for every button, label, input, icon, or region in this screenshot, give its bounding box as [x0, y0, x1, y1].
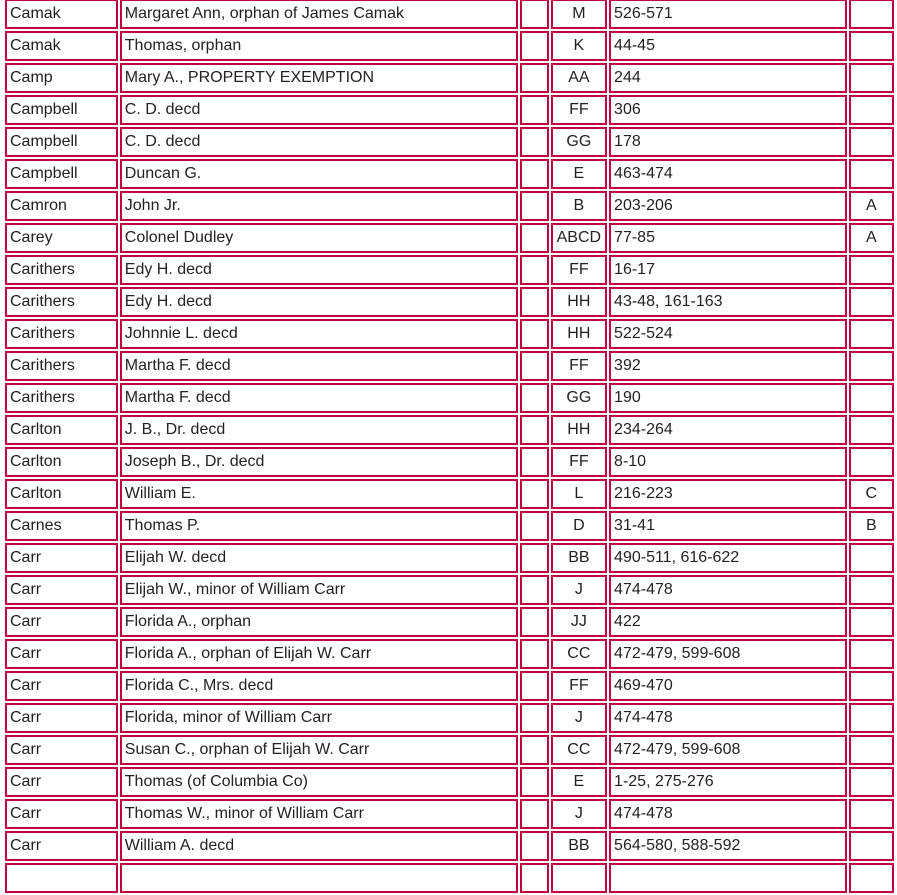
flag-cell: [849, 63, 894, 93]
volume-cell: J: [551, 575, 607, 605]
note-cell: [520, 63, 548, 93]
surname-cell: Carr: [5, 575, 118, 605]
note-cell: [520, 671, 548, 701]
flag-cell: [849, 159, 894, 189]
note-cell: [520, 415, 548, 445]
given-name-cell: Thomas W., minor of William Carr: [120, 799, 519, 829]
given-name-cell: Colonel Dudley: [120, 223, 519, 253]
volume-cell: CC: [551, 735, 607, 765]
volume-cell: FF: [551, 95, 607, 125]
flag-cell: [849, 255, 894, 285]
pages-cell: 16-17: [609, 255, 847, 285]
table-row: [5, 607, 894, 637]
flag-cell: [849, 127, 894, 157]
table-row: [5, 95, 894, 125]
table-row: [5, 255, 894, 285]
note-cell: [520, 0, 548, 29]
flag-cell: A: [849, 191, 894, 221]
note-cell: [520, 287, 548, 317]
given-name-cell: Florida, minor of William Carr: [120, 703, 519, 733]
volume-cell: CC: [551, 639, 607, 669]
given-name-cell: William E.: [120, 479, 519, 509]
table-row: [5, 511, 894, 541]
note-cell: [520, 447, 548, 477]
pages-cell: 522-524: [609, 319, 847, 349]
surname-cell: Carr: [5, 607, 118, 637]
given-name-cell: Elijah W., minor of William Carr: [120, 575, 519, 605]
pages-cell: 472-479, 599-608: [609, 735, 847, 765]
surname-cell: Carr: [5, 735, 118, 765]
note-cell: [520, 95, 548, 125]
flag-cell: [849, 671, 894, 701]
surname-cell: Camak: [5, 0, 118, 29]
pages-cell: 8-10: [609, 447, 847, 477]
volume-cell: BB: [551, 543, 607, 573]
given-name-cell: [120, 863, 519, 893]
table-row: [5, 127, 894, 157]
surname-cell: Carr: [5, 799, 118, 829]
volume-cell: BB: [551, 831, 607, 861]
flag-cell: [849, 735, 894, 765]
given-name-cell: C. D. decd: [120, 127, 519, 157]
flag-cell: [849, 31, 894, 61]
surname-cell: Camak: [5, 31, 118, 61]
table-row: [5, 191, 894, 221]
note-cell: [520, 639, 548, 669]
surname-cell: Campbell: [5, 159, 118, 189]
surname-cell: Carr: [5, 671, 118, 701]
surname-cell: Camp: [5, 63, 118, 93]
pages-cell: 392: [609, 351, 847, 381]
flag-cell: [849, 831, 894, 861]
note-cell: [520, 351, 548, 381]
table-row: [5, 639, 894, 669]
flag-cell: [849, 415, 894, 445]
volume-cell: JJ: [551, 607, 607, 637]
pages-cell: 1-25, 275-276: [609, 767, 847, 797]
note-cell: [520, 223, 548, 253]
volume-cell: J: [551, 703, 607, 733]
table-row: [5, 735, 894, 765]
surname-cell: Campbell: [5, 95, 118, 125]
given-name-cell: Martha F. decd: [120, 383, 519, 413]
table-row: [5, 671, 894, 701]
surname-cell: Carr: [5, 831, 118, 861]
surname-cell: Campbell: [5, 127, 118, 157]
note-cell: [520, 159, 548, 189]
flag-cell: [849, 639, 894, 669]
table-row: [5, 351, 894, 381]
table-row: [5, 31, 894, 61]
flag-cell: [849, 863, 894, 893]
volume-cell: FF: [551, 255, 607, 285]
given-name-cell: William A. decd: [120, 831, 519, 861]
pages-cell: 469-470: [609, 671, 847, 701]
note-cell: [520, 863, 548, 893]
volume-cell: FF: [551, 671, 607, 701]
note-cell: [520, 127, 548, 157]
table-row: [5, 831, 894, 861]
flag-cell: [849, 0, 894, 29]
table-row: [5, 63, 894, 93]
volume-cell: FF: [551, 447, 607, 477]
flag-cell: [849, 351, 894, 381]
volume-cell: FF: [551, 351, 607, 381]
surname-cell: Carnes: [5, 511, 118, 541]
volume-cell: K: [551, 31, 607, 61]
flag-cell: [849, 319, 894, 349]
surname-cell: Carlton: [5, 447, 118, 477]
flag-cell: [849, 447, 894, 477]
note-cell: [520, 479, 548, 509]
flag-cell: [849, 607, 894, 637]
table-row: [5, 383, 894, 413]
note-cell: [520, 799, 548, 829]
flag-cell: B: [849, 511, 894, 541]
volume-cell: E: [551, 767, 607, 797]
note-cell: [520, 511, 548, 541]
pages-cell: 474-478: [609, 703, 847, 733]
note-cell: [520, 383, 548, 413]
note-cell: [520, 255, 548, 285]
given-name-cell: Thomas (of Columbia Co): [120, 767, 519, 797]
given-name-cell: Edy H. decd: [120, 287, 519, 317]
pages-cell: 306: [609, 95, 847, 125]
surname-cell: Carlton: [5, 479, 118, 509]
given-name-cell: Thomas, orphan: [120, 31, 519, 61]
surname-cell: Carithers: [5, 319, 118, 349]
given-name-cell: Mary A., PROPERTY EXEMPTION: [120, 63, 519, 93]
pages-cell: 244: [609, 63, 847, 93]
pages-cell: 474-478: [609, 575, 847, 605]
volume-cell: B: [551, 191, 607, 221]
volume-cell: E: [551, 159, 607, 189]
pages-cell: 178: [609, 127, 847, 157]
table-row: [5, 543, 894, 573]
pages-cell: 564-580, 588-592: [609, 831, 847, 861]
given-name-cell: Florida A., orphan: [120, 607, 519, 637]
surname-cell: Carr: [5, 543, 118, 573]
pages-cell: [609, 863, 847, 893]
records-table-body: [5, 0, 894, 893]
table-row: [5, 863, 894, 893]
volume-cell: GG: [551, 383, 607, 413]
flag-cell: [849, 383, 894, 413]
table-row: [5, 319, 894, 349]
note-cell: [520, 575, 548, 605]
surname-cell: Carr: [5, 703, 118, 733]
given-name-cell: Johnnie L. decd: [120, 319, 519, 349]
pages-cell: 216-223: [609, 479, 847, 509]
surname-cell: Carr: [5, 767, 118, 797]
volume-cell: GG: [551, 127, 607, 157]
surname-cell: Carr: [5, 639, 118, 669]
table-row: [5, 287, 894, 317]
surname-cell: Carithers: [5, 351, 118, 381]
pages-cell: 77-85: [609, 223, 847, 253]
table-row: [5, 223, 894, 253]
volume-cell: M: [551, 0, 607, 29]
table-row: [5, 0, 894, 29]
flag-cell: [849, 703, 894, 733]
table-row: [5, 799, 894, 829]
flag-cell: [849, 799, 894, 829]
given-name-cell: Martha F. decd: [120, 351, 519, 381]
flag-cell: [849, 575, 894, 605]
volume-cell: [551, 863, 607, 893]
note-cell: [520, 767, 548, 797]
volume-cell: D: [551, 511, 607, 541]
volume-cell: ABCD: [551, 223, 607, 253]
given-name-cell: Susan C., orphan of Elijah W. Carr: [120, 735, 519, 765]
given-name-cell: J. B., Dr. decd: [120, 415, 519, 445]
volume-cell: HH: [551, 319, 607, 349]
given-name-cell: Duncan G.: [120, 159, 519, 189]
given-name-cell: John Jr.: [120, 191, 519, 221]
given-name-cell: Florida C., Mrs. decd: [120, 671, 519, 701]
given-name-cell: Edy H. decd: [120, 255, 519, 285]
table-row: [5, 415, 894, 445]
pages-cell: 526-571: [609, 0, 847, 29]
note-cell: [520, 543, 548, 573]
table-row: [5, 767, 894, 797]
table-row: [5, 479, 894, 509]
pages-cell: 31-41: [609, 511, 847, 541]
pages-cell: 490-511, 616-622: [609, 543, 847, 573]
note-cell: [520, 319, 548, 349]
note-cell: [520, 831, 548, 861]
table-row: [5, 159, 894, 189]
pages-cell: 463-474: [609, 159, 847, 189]
given-name-cell: Thomas P.: [120, 511, 519, 541]
given-name-cell: Elijah W. decd: [120, 543, 519, 573]
flag-cell: [849, 287, 894, 317]
pages-cell: 234-264: [609, 415, 847, 445]
surname-cell: Carlton: [5, 415, 118, 445]
given-name-cell: Margaret Ann, orphan of James Camak: [120, 0, 519, 29]
note-cell: [520, 191, 548, 221]
note-cell: [520, 607, 548, 637]
pages-cell: 203-206: [609, 191, 847, 221]
pages-cell: 422: [609, 607, 847, 637]
table-row: [5, 703, 894, 733]
flag-cell: [849, 767, 894, 797]
volume-cell: L: [551, 479, 607, 509]
pages-cell: 190: [609, 383, 847, 413]
surname-cell: Carithers: [5, 255, 118, 285]
note-cell: [520, 735, 548, 765]
flag-cell: C: [849, 479, 894, 509]
table-row: [5, 575, 894, 605]
volume-cell: HH: [551, 415, 607, 445]
pages-cell: 43-48, 161-163: [609, 287, 847, 317]
pages-cell: 44-45: [609, 31, 847, 61]
note-cell: [520, 703, 548, 733]
volume-cell: HH: [551, 287, 607, 317]
given-name-cell: C. D. decd: [120, 95, 519, 125]
flag-cell: A: [849, 223, 894, 253]
surname-cell: Carey: [5, 223, 118, 253]
pages-cell: 472-479, 599-608: [609, 639, 847, 669]
volume-cell: J: [551, 799, 607, 829]
records-table: [3, 0, 896, 895]
surname-cell: Camron: [5, 191, 118, 221]
flag-cell: [849, 95, 894, 125]
pages-cell: 474-478: [609, 799, 847, 829]
note-cell: [520, 31, 548, 61]
surname-cell: Carithers: [5, 287, 118, 317]
table-row: [5, 447, 894, 477]
volume-cell: AA: [551, 63, 607, 93]
given-name-cell: Florida A., orphan of Elijah W. Carr: [120, 639, 519, 669]
surname-cell: Carithers: [5, 383, 118, 413]
given-name-cell: Joseph B., Dr. decd: [120, 447, 519, 477]
flag-cell: [849, 543, 894, 573]
surname-cell: [5, 863, 118, 893]
